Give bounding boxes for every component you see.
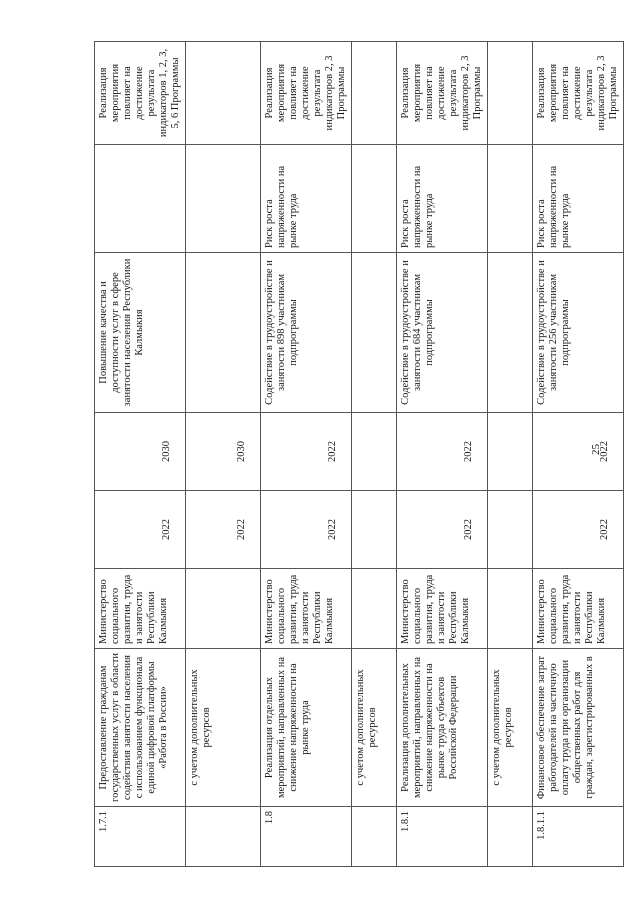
- executor: Министерство социального развития, труда и занятости Республики Калмыкия: [95, 569, 186, 649]
- indicator-link: Реализация мероприятия повлияет на достижение результата индикаторов 2, 3 Программы: [533, 42, 624, 145]
- risk: [186, 145, 261, 253]
- end-year: [352, 413, 397, 491]
- risk: [488, 145, 533, 253]
- end-year: 2022: [261, 413, 352, 491]
- end-year: 2030: [95, 413, 186, 491]
- measure-name: Предоставление гражданам государственных услуг в области содействия занятости населения с использованием функционала единой цифровой платформы «Работа в России»: [95, 649, 186, 807]
- expected-result: Повышение качества и доступности услуг в сфере занятости населения Республики Калмыкия: [95, 253, 186, 413]
- end-year: 2030: [186, 413, 261, 491]
- executor: [488, 569, 533, 649]
- end-year: [488, 413, 533, 491]
- end-year: 2022: [533, 413, 624, 491]
- indicator-link: [352, 42, 397, 145]
- start-year: 2022: [95, 491, 186, 569]
- row-number: [352, 807, 397, 867]
- end-year: 2022: [397, 413, 488, 491]
- measure-name: Финансовое обеспечение затрат работодателей на частичную оплату труда при организации общественных работ для граждан, зарегистрированных в: [533, 649, 624, 807]
- measure-name: с учетом дополнительных ресурсов: [488, 649, 533, 807]
- executor: Министерство социального развития, труда и занятости Республики Калмыкия: [397, 569, 488, 649]
- table-row: [533, 42, 624, 867]
- row-number: [186, 807, 261, 867]
- expected-result: [488, 253, 533, 413]
- indicator-link: Реализация мероприятия повлияет на достижение результата индикаторов 1, 2, 3, 5, 6 Программы: [95, 42, 186, 145]
- table-row: [261, 42, 352, 867]
- executor: Министерство социального развития, труда и занятости Республики Калмыкия: [533, 569, 624, 649]
- table-row: [397, 42, 488, 867]
- expected-result: [186, 253, 261, 413]
- indicator-link: Реализация мероприятия повлияет на достижение результата индикаторов 2, 3 Программы: [261, 42, 352, 145]
- program-measures-table: [94, 41, 624, 867]
- executor: [186, 569, 261, 649]
- indicator-link: [186, 42, 261, 145]
- start-year: [352, 491, 397, 569]
- risk: Риск роста напряженности на рынке труда: [397, 145, 488, 253]
- start-year: 2022: [533, 491, 624, 569]
- table-row: [488, 42, 533, 867]
- executor: Министерство социального развития, труда и занятости Республики Калмыкия: [261, 569, 352, 649]
- expected-result: Содействие в трудоустройстве и занятости 898 участникам подпрограммы: [261, 253, 352, 413]
- expected-result: Содействие в трудоустройстве и занятости 684 участникам подпрограммы: [397, 253, 488, 413]
- measure-name: Реализация дополнительных мероприятий, направленных на снижение напряженности на рынке труда субъектов Российской Федерации: [397, 649, 488, 807]
- measure-name: с учетом дополнительных ресурсов: [186, 649, 261, 807]
- risk: Риск роста напряженности на рынке труда: [261, 145, 352, 253]
- start-year: 2022: [261, 491, 352, 569]
- start-year: 2022: [186, 491, 261, 569]
- row-number: 1.8: [261, 807, 352, 867]
- table-row: [95, 42, 186, 867]
- row-number: 1.8.1: [397, 807, 488, 867]
- table-row: [186, 42, 261, 867]
- page-number: 25: [590, 444, 602, 455]
- measure-name: Реализация отдельных мероприятий, направленных на снижение напряженности на рынке труда: [261, 649, 352, 807]
- rotated-table-wrapper: [94, 42, 619, 867]
- table-row: [352, 42, 397, 867]
- row-number: 1.7.1: [95, 807, 186, 867]
- start-year: [488, 491, 533, 569]
- risk: [352, 145, 397, 253]
- row-number: 1.8.1.1: [533, 807, 624, 867]
- risk: [95, 145, 186, 253]
- start-year: 2022: [397, 491, 488, 569]
- risk: Риск роста напряженности на рынке труда: [533, 145, 624, 253]
- indicator-link: Реализация мероприятия повлияет на достижение результата индикаторов 2, 3 Программы: [397, 42, 488, 145]
- indicator-link: [488, 42, 533, 145]
- expected-result: [352, 253, 397, 413]
- executor: [352, 569, 397, 649]
- row-number: [488, 807, 533, 867]
- expected-result: Содействие в трудоустройстве и занятости 256 участникам подпрограммы: [533, 253, 624, 413]
- measure-name: с учетом дополнительных ресурсов: [352, 649, 397, 807]
